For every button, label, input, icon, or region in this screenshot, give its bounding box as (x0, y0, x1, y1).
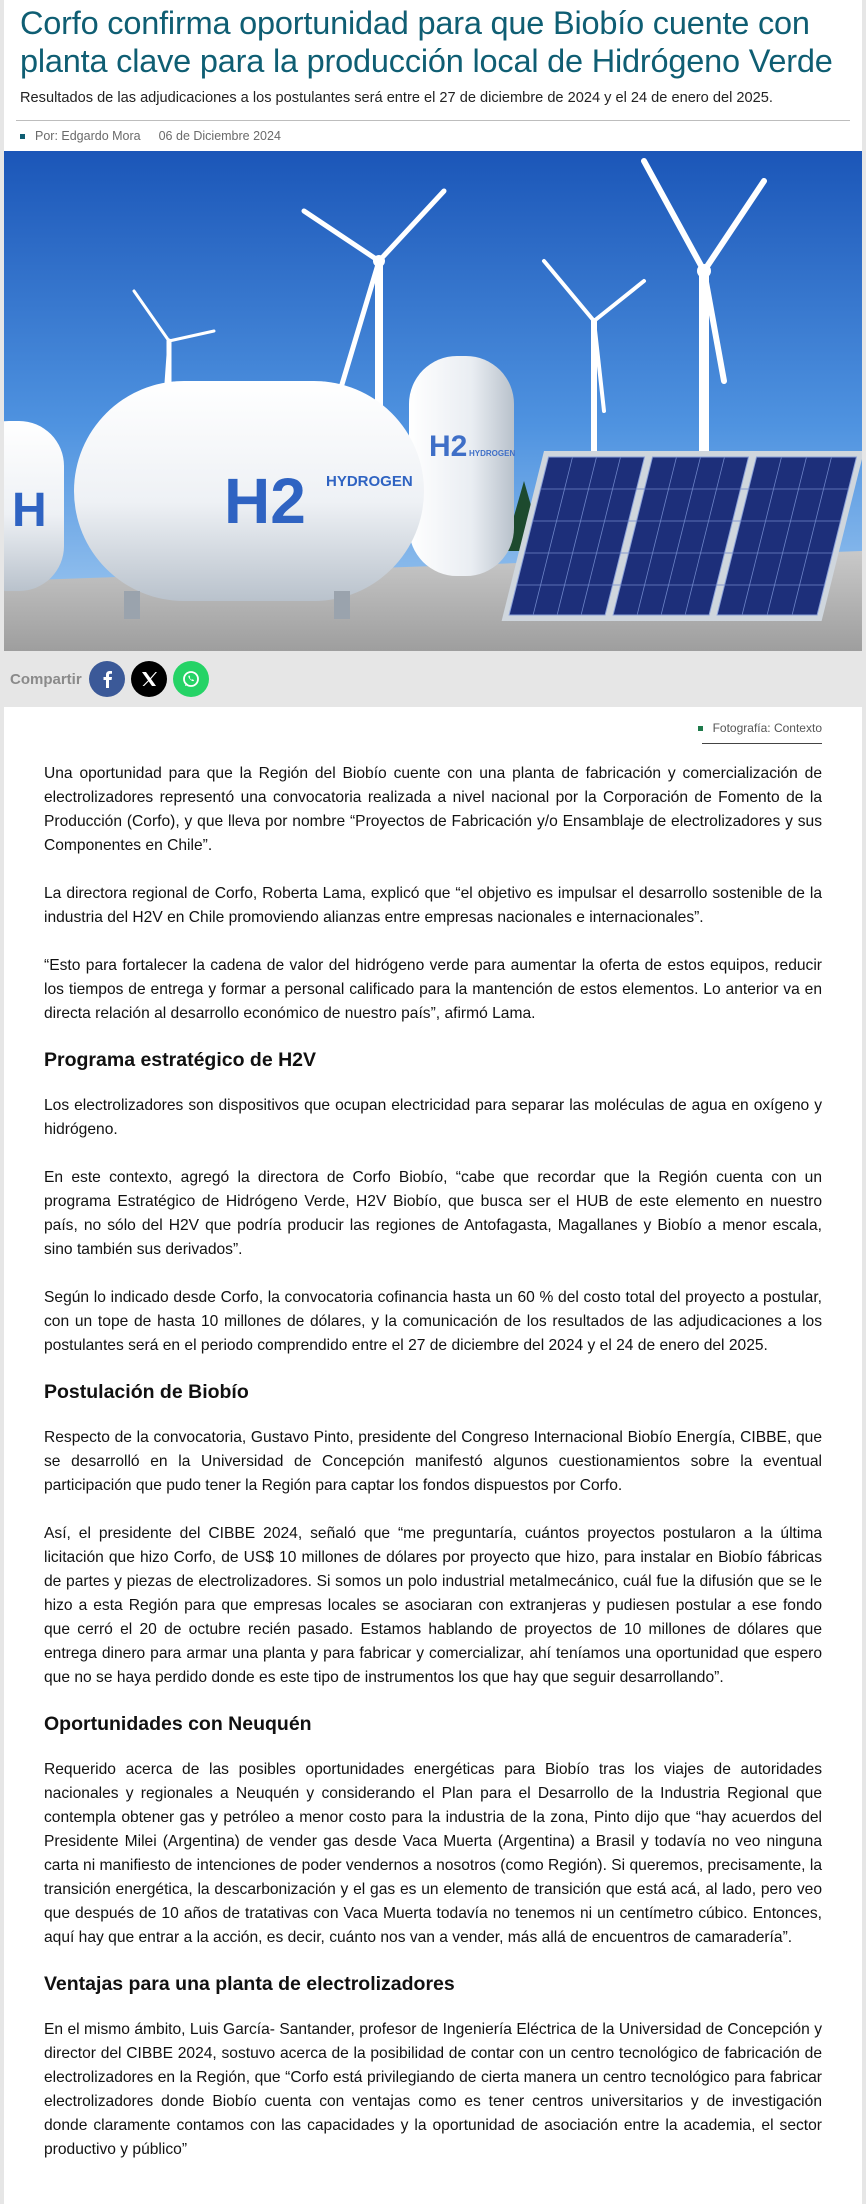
paragraph: Así, el presidente del CIBBE 2024, señaló que “me preguntaría, cuántos proyectos postularon a la última licitación que hizo Corfo, de US$ 10 millones de dólares por proyecto que hizo, para instalar en Biobío fábricas de partes y piezas de electrolizadores. Si somos un polo industrial metalmecánico, cuál fue la difusión que se le hizo a esta Región para que empresas locales se asociaran con extranjeras y pudiesen postular a ese fondo que cerró el 20 de octubre recién pasado. Estamos hablando de proyectos de 10 millones de dólares que entrega dinero para armar una planta y para fabricar y comercializar, ahí teníamos una oportunidad que espero que no se haya perdido donde es este tipo de instrumentos los que hay que seguir desarrollando”. (44, 1525, 822, 1686)
x-icon (141, 671, 157, 687)
share-label: Compartir (10, 670, 82, 688)
x-share-button[interactable] (131, 661, 167, 697)
photo-credit (4, 707, 862, 738)
paragraph: En este contexto, agregó la directora de Corfo Biobío, “cabe que recordar que la Región cuenta con un programa Estratégico de Hidrógeno Verde, H2V Biobío, que busca ser el HUB de este elemento en nuestro país, no sólo del H2V que podría producir las regiones de Antofagasta, Magallanes y Biobío a menor escala, sino también sus derivados”. (44, 1169, 822, 1258)
facebook-icon (100, 670, 114, 688)
small-tank-sub: HYDROGEN (469, 449, 516, 458)
article-author[interactable]: Por: Edgardo Mora (35, 129, 141, 143)
paragraph: Respecto de la convocatoria, Gustavo Pinto, presidente del Congreso Internacional Biobío Energía, CIBBE, que se desarrolló en la Universidad de Concepción manifestó algunos cuestionamientos sobre la eventual participación que pudo tener la Región para captar los fondos dispuestos por Corfo. (44, 1429, 822, 1494)
share-bar (0, 651, 866, 707)
paragraph: Requerido acerca de las posibles oportunidades energéticas para Biobío tras los viajes de autoridades nacionales y regionales a Neuquén y considerando el Plan para el Desarrollo de la Industria Regional que contempla obtener gas y petróleo a menor costo para la industria de la zona, Pinto dijo que “hay acuerdos del Presidente Milei (Argentina) de vender gas desde Vaca Muerta (Argentina) a Brasil y todavía no veo ninguna carta ni manifiesto de intenciones de poder vendernos a nosotros (como Región). Si queremos, precisamente, la transición energética, la descarbonización y el gas es un elemento de transición que está acá, al lado, pero veo que después de 10 años de tratativas con Vaca Muerta todavía no tenemos ni un centímetro cúbico. Entonces, aquí hay que entrar a la acción, es decir, cuánto nos van a vender, más allá de encuentros de camaradería”. (44, 1761, 822, 1946)
article-subtitle: Resultados de las adjudicaciones a los postulantes será entre el 27 de diciembre de 2024 y el 24 de enero del 2025. (20, 90, 773, 106)
photo-credit-text: Fotografía: Contexto (712, 721, 822, 735)
section-heading: Postulación de Biobío (44, 1381, 249, 1403)
whatsapp-icon (182, 670, 200, 688)
article-meta (4, 121, 862, 151)
paragraph: “Esto para fortalecer la cadena de valor del hidrógeno verde para aumentar la oferta de estos equipos, reducir los tiempos de entrega y formar a personal calificado para la mantención de estos elementos. Lo anterior va en directa relación al desarrollo económico de nuestro país”, afirmó Lama. (44, 957, 822, 1022)
paragraph: Según lo indicado desde Corfo, la convocatoria cofinancia hasta un 60 % del costo total del proyecto a postular, con un tope de hasta 10 millones de dólares, y la comunicación de los resultados de las adjudicaciones a los postulantes será en el periodo comprendido entre el 27 de diciembre del 2024 y el 24 de enero del 2025. (44, 1289, 822, 1354)
article-title: Corfo confirma oportunidad para que Biobío cuente con planta clave para la producción local de Hidrógeno Verde (20, 5, 833, 79)
facebook-share-button[interactable] (89, 661, 125, 697)
whatsapp-share-button[interactable] (173, 661, 209, 697)
article-body (4, 744, 862, 2162)
paragraph: Los electrolizadores son dispositivos que ocupan electricidad para separar las moléculas de agua en oxígeno y hidrógeno. (44, 1097, 822, 1138)
article-page (4, 0, 862, 2204)
section-heading: Oportunidades con Neuquén (44, 1713, 312, 1735)
left-tank-label: H (12, 484, 47, 537)
paragraph: Una oportunidad para que la Región del Biobío cuente con una planta de fabricación y comercialización de electrolizadores representó una convocatoria realizada a nivel nacional por la Corporación de Fomento de la Producción (Corfo), y que lleva por nombre “Proyectos de Fabricación y/o Ensamblaje de electrolizadores y sus Componentes en Chile”. (44, 765, 822, 854)
bullet-square-icon (698, 726, 703, 731)
bullet-square-icon (20, 134, 25, 139)
big-tank-sub: HYDROGEN (326, 473, 413, 490)
section-heading: Ventajas para una planta de electrolizadores (44, 1973, 455, 1995)
paragraph: En el mismo ámbito, Luis García- Santander, profesor de Ingeniería Eléctrica de la Universidad de Concepción y director del CIBBE 2024, sostuvo acerca de la posibilidad de contar con un centro tecnológico de fabricación de electrolizadores en la Región, que “Corfo está privilegiando de cierta manera un centro tecnológico para fabricar electrolizadores donde Biobío cuenta con ventajas como es tener centros universitarios y de investigación donde claramente contamos con las capacidades y la oportunidad de asociación entre la academia, el sector productivo y público” (44, 2021, 822, 2158)
paragraph: La directora regional de Corfo, Roberta Lama, explicó que “el objetivo es impulsar el desarrollo sostenible de la industria del H2V en Chile promoviendo alianzas entre empresas nacionales e internacionales”. (44, 885, 822, 926)
small-tank-label: H2 (429, 430, 468, 463)
section-heading: Programa estratégico de H2V (44, 1049, 317, 1071)
big-tank-label: H2 (224, 465, 306, 537)
article-date: 06 de Diciembre 2024 (158, 129, 281, 143)
hero-image (4, 151, 862, 651)
